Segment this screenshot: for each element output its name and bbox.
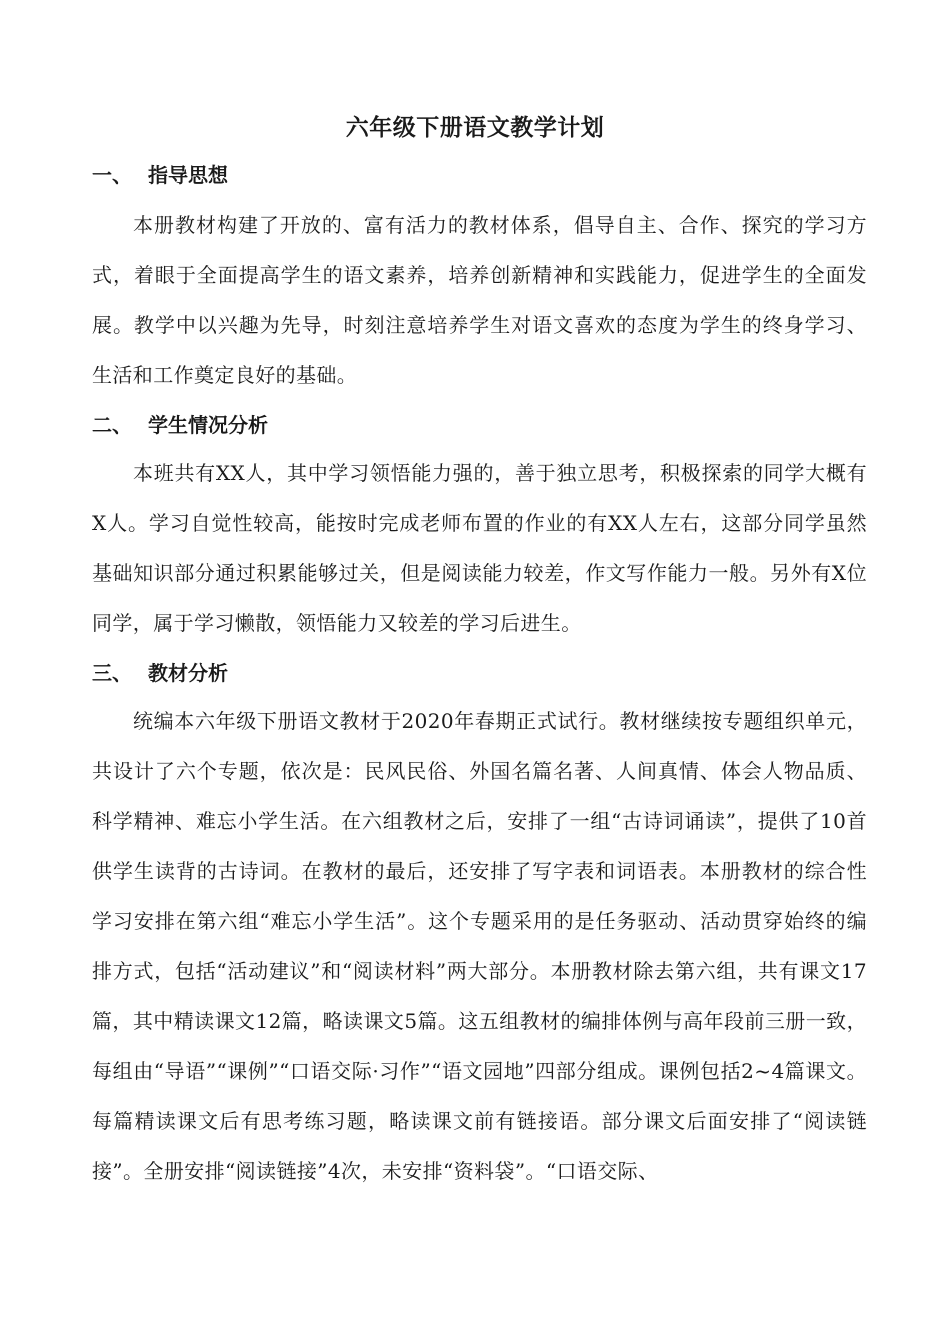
section-paragraph-student-analysis: 本班共有XX人，其中学习领悟能力强的，善于独立思考，积极探索的同学大概有X人。学习自觉性较高，能按时完成老师布置的作业的有XX人左右，这部分同学虽然基础知识部分通过积累能够过关，但是阅读能力较差，作文写作能力一般。另外有X位同学，属于学习懒散，领悟能力又较差的学习后进生。 bbox=[92, 461, 867, 635]
section-paragraph-guiding-thought: 本册教材构建了开放的、富有活力的教材体系，倡导自主、合作、探究的学习方式，着眼于全面提高学生的语文素养，培养创新精神和实践能力，促进学生的全面发展。教学中以兴趣为先导，时刻注意培养学生对语文喜欢的态度为学生的终身学习、生活和工作奠定良好的基础。 bbox=[92, 213, 867, 387]
section-heading-guiding-thought bbox=[92, 160, 228, 190]
section-heading-text: 指导思想 bbox=[148, 163, 228, 187]
section-number: 三、 bbox=[92, 661, 132, 685]
section-heading-text: 学生情况分析 bbox=[148, 413, 268, 437]
document-title: 六年级下册语文教学计划 bbox=[345, 114, 605, 141]
section-number: 一、 bbox=[92, 163, 132, 187]
section-heading-student-analysis bbox=[92, 410, 268, 440]
section-number: 二、 bbox=[92, 413, 132, 437]
section-heading-textbook-analysis bbox=[92, 658, 228, 688]
section-heading-text: 教材分析 bbox=[148, 661, 228, 685]
section-paragraph-textbook-analysis: 统编本六年级下册语文教材于2020年春期正式试行。教材继续按专题组织单元，共设计了六个专题，依次是：民风民俗、外国名篇名著、人间真情、体会人物品质、科学精神、难忘小学生活。在六组教材之后，安排了一组“古诗词诵读”，提供了10首供学生读背的古诗词。在教材的最后，还安排了写字表和词语表。本册教材的综合性学习安排在第六组“难忘小学生活”。这个专题采用的是任务驱动、活动贯穿始终的编排方式，包括“活动建议”和“阅读材料”两大部分。本册教材除去第六组，共有课文17篇，其中精读课文12篇，略读课文5篇。这五组教材的编排体例与高年段前三册一致，每组由“导语”“课例”“口语交际·习作”“语文园地”四部分组成。课例包括2~4篇课文。每篇精读课文后有思考练习题，略读课文前有链接语。部分课文后面安排了“阅读链接”。全册安排“阅读链接”4次，未安排“资料袋”。“口语交际、 bbox=[92, 709, 867, 1183]
